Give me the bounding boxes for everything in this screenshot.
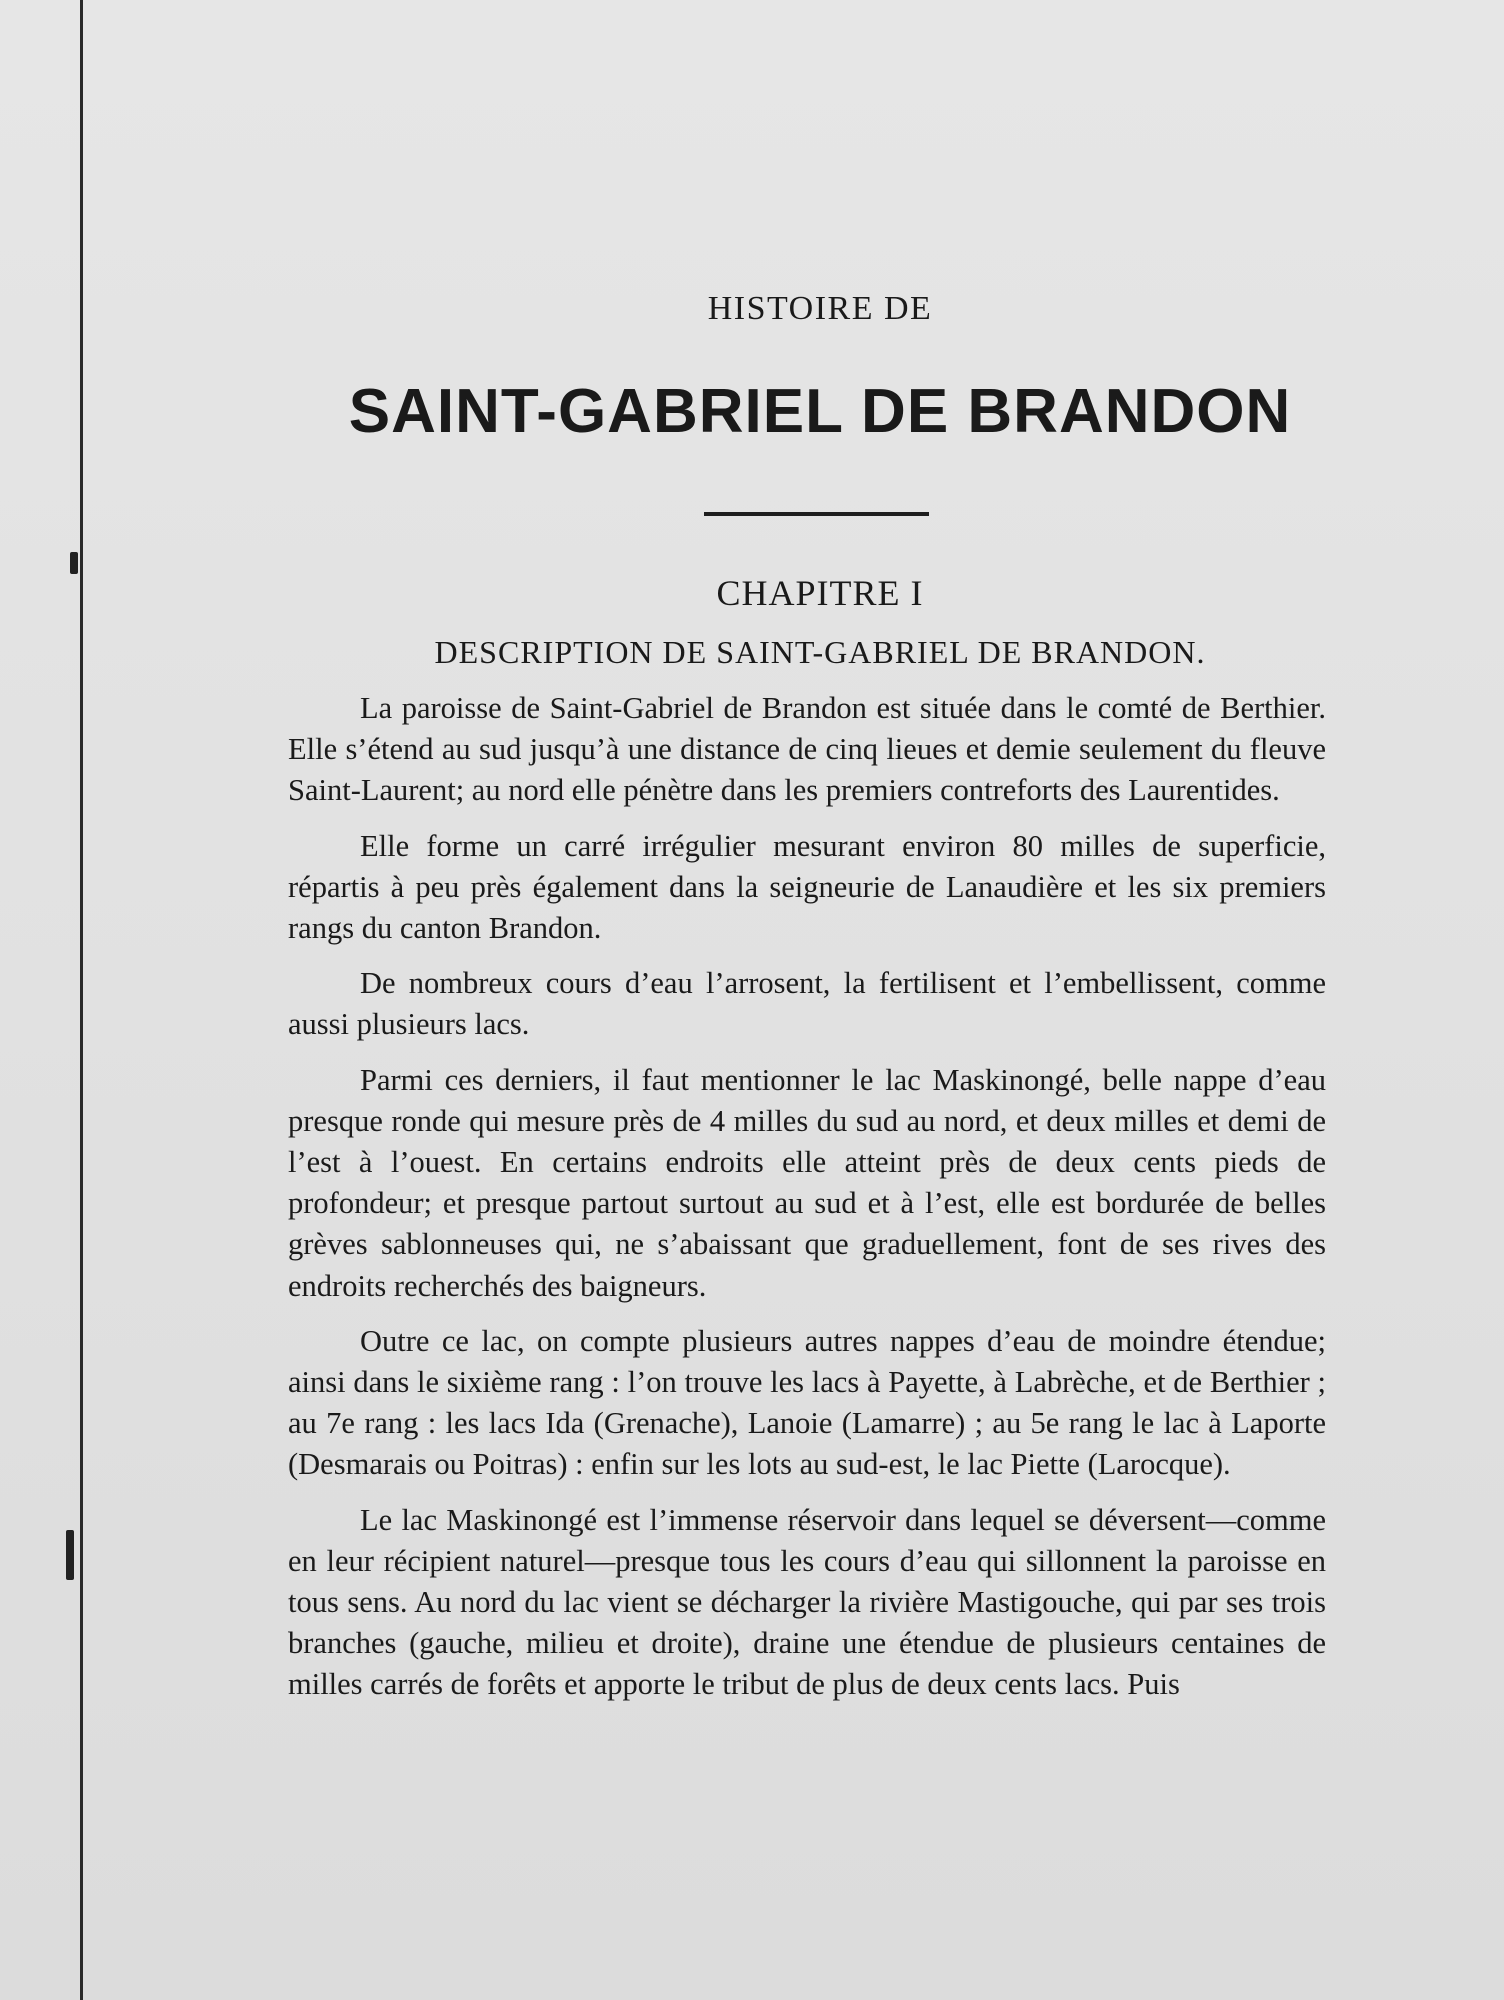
paragraph: Elle forme un carré irrégulier mesurant environ 80 milles de superficie, répartis à peu près également dans la seigneurie de Lanaudière et les six premiers rangs du canton Brandon. xyxy=(288,828,1326,946)
paragraph: Outre ce lac, on compte plusieurs autres nappes d’eau de moindre étendue; ainsi dans le sixième rang : l’on trouve les lacs à Payette, à Labrèche, et de Berthier ; au 7e rang : les lacs Ida (Grenache), Lanoie (Lamarre) ; au 5e rang le lac à Laporte (Desmarais ou Poitras) : enfin sur les lots au sud-est, le lac Piette (Larocque). xyxy=(288,1323,1326,1482)
main-title: SAINT-GABRIEL DE BRANDON xyxy=(348,377,1292,446)
title-divider xyxy=(704,512,929,516)
chapter-label: CHAPITRE I xyxy=(716,573,924,613)
paragraph: Le lac Maskinongé est l’immense réservoir dans lequel se déversent—comme en leur récipient naturel—presque tous les cours d’eau qui sillonnent la paroisse en tous sens. Au nord du lac vient se décharger la rivière Mastigouche, qui par ses trois branches (gauche, milieu et droite), draine une étendue de plusieurs centaines de milles carrés de forêts et apporte le tribut de plus de deux cents lacs. Puis xyxy=(288,1502,1326,1702)
chapter-subtitle: DESCRIPTION DE SAINT-GABRIEL DE BRANDON. xyxy=(434,634,1206,670)
binding-mark-top xyxy=(70,552,78,574)
binding-mark-bottom xyxy=(66,1530,74,1580)
paragraph: De nombreux cours d’eau l’arrosent, la fertilisent et l’embellissent, comme aussi plusieurs lacs. xyxy=(288,966,1326,1042)
paragraph: Parmi ces derniers, il faut mentionner le lac Maskinongé, belle nappe d’eau presque ronde qui mesure près de 4 milles du sud au nord, et deux milles et demi de l’est à l’ouest. En certains endroits elle atteint près de deux cents pieds de profondeur; et presque partout surtout au sud et à l’est, elle est bordurée de belles grèves sablonneuses qui, ne s’abaissant que graduellement, font de ses rives des endroits recherchés des baigneurs. xyxy=(288,1062,1326,1303)
paragraph: La paroisse de Saint-Gabriel de Brandon est située dans le comté de Berthier. Elle s’étend au sud jusqu’à une distance de cinq lieues et demie seulement du fleuve Saint-Laurent; au nord elle pénètre dans les premiers contreforts des Laurentides. xyxy=(288,691,1326,808)
book-title: HISTOIRE DE xyxy=(707,290,933,327)
body-text xyxy=(288,688,1326,1720)
